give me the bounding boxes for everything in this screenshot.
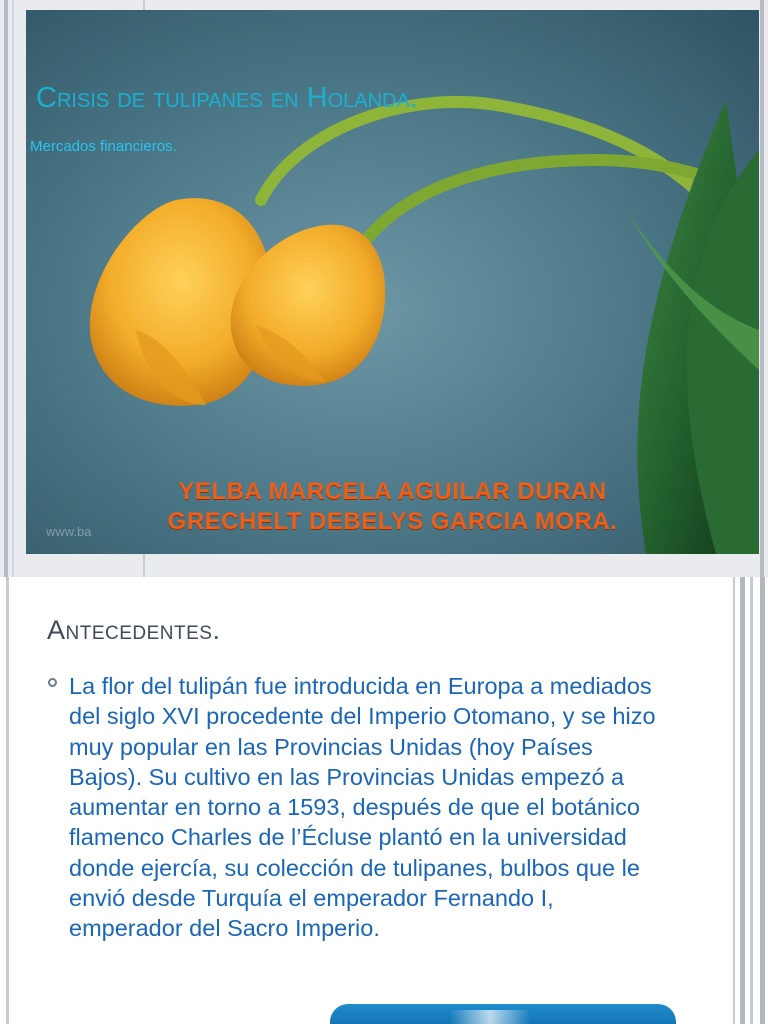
- presentation-subtitle: Mercados financieros.: [30, 138, 177, 155]
- image-highlight: [450, 1010, 530, 1024]
- right-rail-line: [760, 0, 764, 577]
- right-rail-line: [750, 577, 753, 1024]
- slide-heading: Antecedentes.: [47, 615, 221, 645]
- author-name: GRECHELT DEBELYS GARCIA MORA.: [167, 508, 618, 535]
- bullet-circle-icon: [48, 678, 57, 687]
- author-name: YELBA MARCELA AGUILAR DURAN: [178, 478, 607, 505]
- right-rail-line: [733, 577, 735, 1024]
- photo-watermark: www.ba: [46, 524, 92, 539]
- left-rail-line: [12, 0, 14, 577]
- presentation-title: Crisis de tulipanes en Holanda.: [36, 82, 418, 114]
- left-rail-line: [6, 577, 9, 1024]
- bullet-paragraph: La flor del tulipán fue introducida en Europa a mediados del siglo XVI procedente del Imperio Otomano, y se hizo muy popular en las Provincias Unidas (hoy Países Bajos). Su cultivo en las Provincias Unidas empezó a aumentar en torno a 1593, después de que el botánico flamenco Charles de l’Écluse plantó en la universidad donde ejercía, su colección de tulipanes, bulbos que le envió desde Turquía el emperador Fernando I, emperador del Sacro Imperio.: [69, 673, 656, 942]
- right-rail-line: [760, 577, 765, 1024]
- right-rail-line: [740, 577, 745, 1024]
- left-rail-line: [4, 0, 8, 577]
- embedded-image: [330, 1004, 676, 1024]
- content-slide: [0, 577, 768, 1024]
